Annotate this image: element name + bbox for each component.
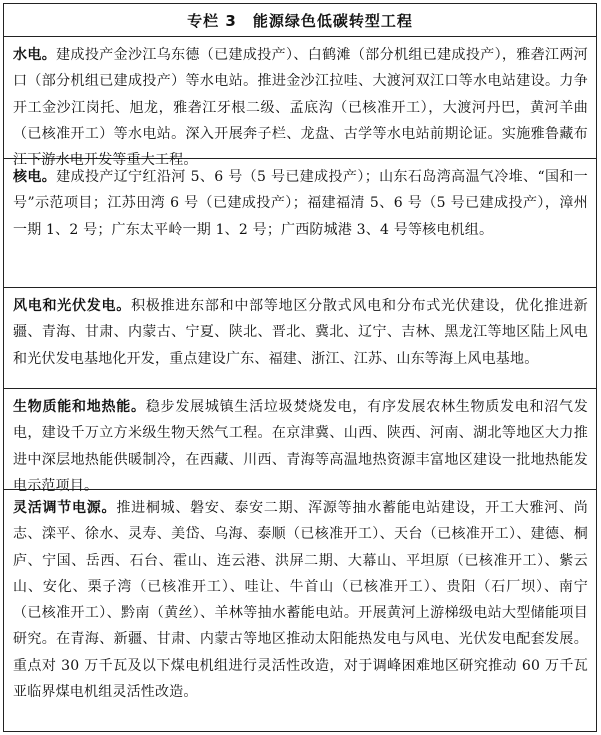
- table-header: [4, 4, 596, 37]
- section-flexible-power: [4, 490, 596, 730]
- section-label: 灵活调节电源。: [13, 500, 117, 516]
- section-wind-solar: [4, 288, 596, 389]
- section-body: 建成投产金沙江乌东德（已建成投产）、白鹤滩（部分机组已建成投产），雅砻江两河口（部分机组已建成投产）等水电站。推进金沙江拉哇、大渡河双江口等水电站建设。力争开工金沙江岗托、旭龙，雅砻江牙根二级、孟底沟（已核准开工），大渡河丹巴，黄河羊曲（已核准开工）等水电站。深入开展奔子栏、龙盘、古学等水电站前期论证。实施雅鲁藏布江下游水电开发等重大工程。: [13, 47, 588, 169]
- section-biomass-geothermal: [4, 389, 596, 494]
- section-body: 积极推进东部和中部等地区分散式风电和分布式光伏建设，优化推进新疆、青海、甘肃、内蒙古、宁夏、陕北、晋北、冀北、辽宁、吉林、黑龙江等地区陆上风电和光伏发电基地化开发，重点建设广东、福建、浙江、江苏、山东等海上风电基地。: [13, 298, 588, 367]
- section-nuclear: [4, 159, 596, 288]
- table-title: 能源绿色低碳转型工程: [252, 11, 413, 30]
- section-label: 水电。: [13, 47, 57, 63]
- section-body: 建成投产辽宁红沿河 5、6 号（5 号已建成投产）；山东石岛湾高温气冷堆、“国和一号”示范项目；江苏田湾 6 号（已建成投产）；福建福清 5、6 号（5 号已建成投产），漳州一期 1、2 号；广东太平岭一期 1、2 号；广西防城港 3、4 号等核电机组。: [13, 169, 588, 238]
- section-label: 核电。: [13, 169, 57, 185]
- section-label: 风电和光伏发电。: [13, 298, 132, 314]
- section-body: 推进桐城、磐安、泰安二期、浑源等抽水蓄能电站建设，开工大雅河、尚志、滦平、徐水、灵寿、美岱、乌海、泰顺（已核准开工）、天台（已核准开工）、建德、桐庐、宁国、岳西、石台、霍山、连云港、洪屏二期、大幕山、平坦原（已核准开工）、紫云山、安化、栗子湾（已核准开工）、哇让、牛首山（已核准开工）、贵阳（石厂坝）、南宁（已核准开工）、黔南（黄丝）、羊林等抽水蓄能电站。开展黄河上游梯级电站大型储能项目研究。在青海、新疆、甘肃、内蒙古等地区推动太阳能热发电与风电、光伏发电配套发展。重点对 30 万千瓦及以下煤电机组进行灵活性改造，对于调峰困难地区研究推动 60 万千瓦亚临界煤电机组灵活性改造。: [13, 500, 588, 701]
- energy-transition-table: [3, 3, 597, 732]
- section-body: 稳步发展城镇生活垃圾焚烧发电，有序发展农林生物质发电和沼气发电，建设千万立方米级生物天然气工程。在京津冀、山西、陕西、河南、湖北等地区大力推进中深层地热能供暖制冷，在西藏、川西、青海等高温地热资源丰富地区建设一批地热能发电示范项目。: [13, 399, 588, 494]
- section-hydropower: [4, 37, 596, 169]
- column-number: 专栏 3: [187, 11, 237, 30]
- section-label: 生物质能和地热能。: [13, 399, 146, 415]
